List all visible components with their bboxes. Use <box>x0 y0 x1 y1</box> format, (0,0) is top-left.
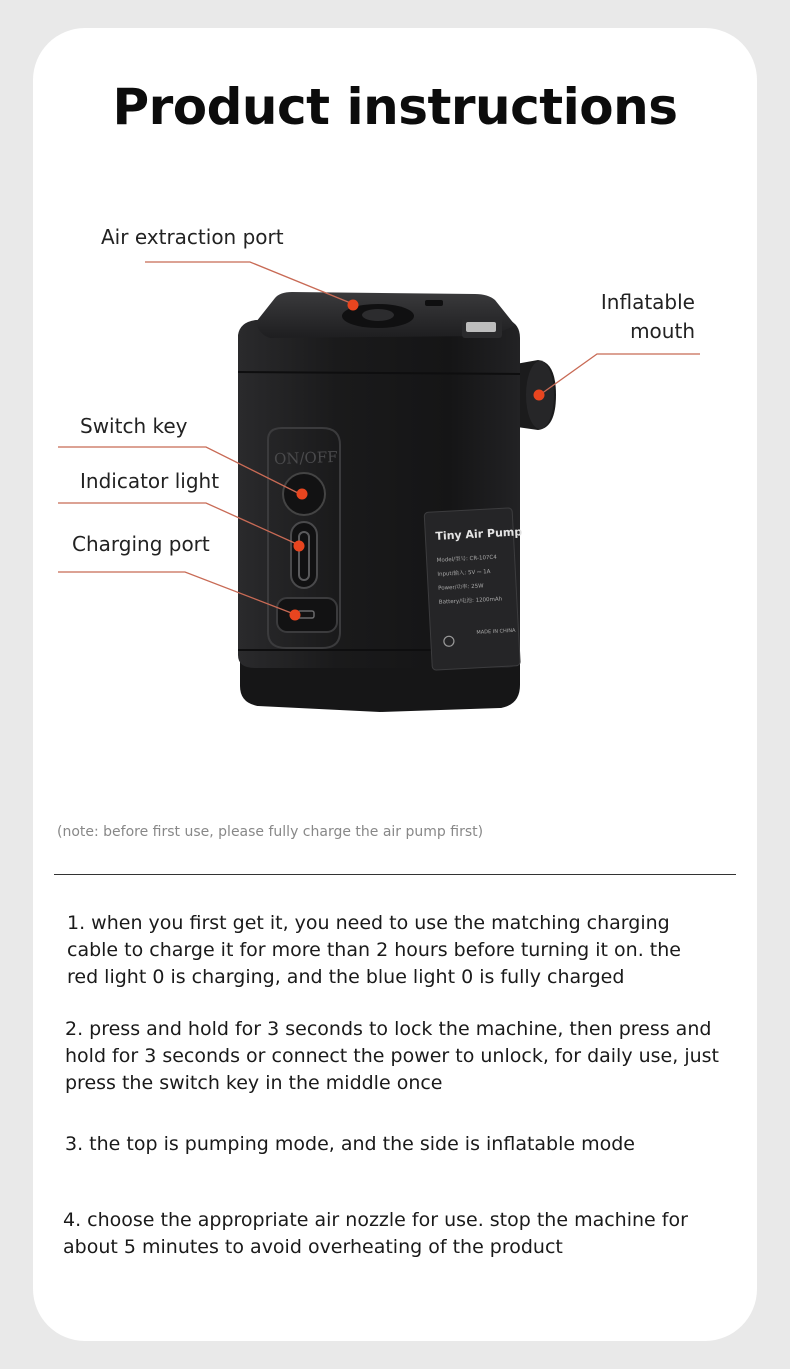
callout-label-inflatable-mouth-line2: mouth <box>630 319 695 343</box>
sticker-origin: MADE IN CHINA <box>476 627 516 636</box>
callout-label-air-extraction-port: Air extraction port <box>101 225 284 249</box>
sticker-power: Power/功率: 25W <box>437 583 484 592</box>
charging-port-cover <box>277 598 337 632</box>
callout-dot-switch-key <box>297 489 308 500</box>
sticker-input: Input/输入: 5V ⎓ 1A <box>437 569 491 578</box>
callout-label-indicator-light: Indicator light <box>80 469 220 493</box>
sticker-model: Model/型号: CR-107C4 <box>436 554 497 564</box>
callout-label-inflatable-mouth-line1: Inflatable <box>600 290 695 314</box>
page-title: Product instructions <box>112 78 678 136</box>
switch-label: ON/OFF <box>273 447 338 469</box>
instruction-step-1: 1. when you first get it, you need to use the matching charging cable to charge it for more than 2 hours before turning it on. the red light 0 is charging, and the blue light 0 is fully charged <box>67 912 681 988</box>
callout-dot-inflatable-mouth <box>534 390 545 401</box>
callout-dot-indicator-light <box>294 541 305 552</box>
callout-label-switch-key: Switch key <box>80 414 188 438</box>
instruction-step-4: 4. choose the appropriate air nozzle for use. stop the machine for about 5 minutes to avoid overheating of the product <box>63 1209 688 1258</box>
instruction-step-2: 2. press and hold for 3 seconds to lock the machine, then press and hold for 3 seconds or connect the power to unlock, for daily use, just press the switch key in the middle once <box>65 1018 719 1094</box>
instruction-step-3: 3. the top is pumping mode, and the side is inflatable mode <box>65 1133 635 1155</box>
sticker-battery: Battery/电池: 1200mAh <box>438 596 503 606</box>
callout-label-charging-port: Charging port <box>72 532 210 556</box>
callout-line-inflatable-mouth <box>541 354 700 394</box>
section-divider <box>54 874 736 875</box>
product-sticker <box>424 507 529 670</box>
top-slot <box>425 300 443 306</box>
sticker-title: Tiny Air Pump <box>435 525 523 543</box>
callout-dot-charging-port <box>290 610 301 621</box>
charging-note: (note: before first use, please fully charge the air pump first) <box>57 824 484 840</box>
callout-dot-air-extraction <box>348 300 359 311</box>
